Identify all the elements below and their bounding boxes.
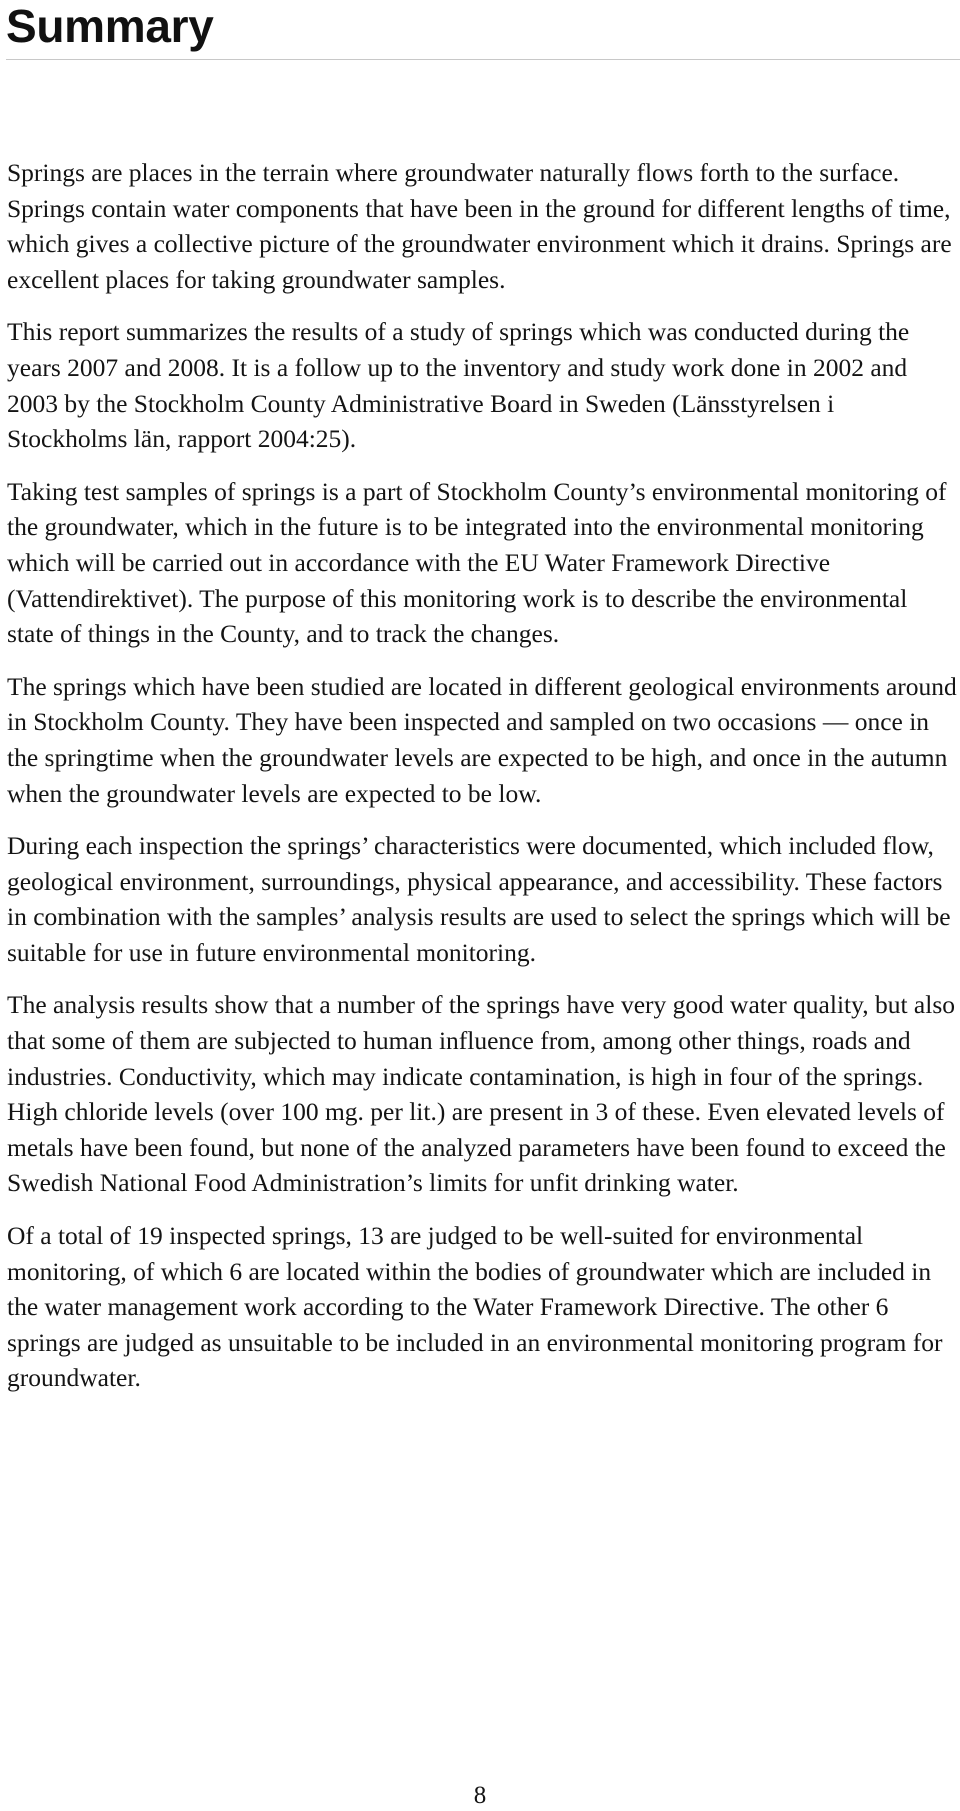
page-title: Summary <box>6 0 214 52</box>
summary-body <box>7 155 957 1413</box>
paragraph-monitoring-purpose: Taking test samples of springs is a part of Stockholm County’s environmental monitoring of the groundwater, which in the future is to be integrated into the environmental monitoring which will be carried out in accordance with the EU Water Framework Directive (Vattendirektivet). The purpose of this monitoring work is to describe the environmental state of things in the County, and to track the changes. <box>7 476 947 649</box>
paragraph-sampling-occasions: The springs which have been studied are located in different geological environments around in Stockholm County. They have been inspected and sampled on two occasions — once in the springtime when the groundwater levels are expected to be high, and once in the autumn when the groundwater levels are expected to be low. <box>7 671 957 808</box>
heading-divider <box>6 59 960 60</box>
paragraph-analysis-results: The analysis results show that a number of the springs have very good water quality, but also that some of them are subjected to human influence from, among other things, roads and industries. Conductivity, which may indicate contamination, is high in four of the springs. High chloride levels (over 100 mg. per lit.) are present in 3 of these. Even elevated levels of metals have been found, but none of the analyzed parameters have been found to exceed the Swedish National Food Administration’s limits for unfit drinking water. <box>7 990 956 1198</box>
paragraph-inspection-characteristics: During each inspection the springs’ characteristics were documented, which included flow, geological environment, surroundings, physical appearance, and accessibility. These factors in combination with the samples’ analysis results are used to select the springs which will be suitable for use in future environmental monitoring. <box>7 831 951 967</box>
paragraph-springs-intro: Springs are places in the terrain where groundwater naturally flows forth to the surface. Springs contain water components that have been in the ground for different lengths of time, which gives a collective picture of the groundwater environment which it drains. Springs are excellent places for taking groundwater samples. <box>7 158 952 294</box>
paragraph-report-scope: This report summarizes the results of a study of springs which was conducted during the years 2007 and 2008. It is a follow up to the inventory and study work done in 2002 and 2003 by the Stockholm County Administrative Board in Sweden (Länsstyrelsen i Stockholms län, rapport 2004:25). <box>7 317 910 454</box>
page-number: 8 <box>473 1782 487 1809</box>
paragraph-conclusion: Of a total of 19 inspected springs, 13 are judged to be well-suited for environmental monitoring, of which 6 are located within the bodies of groundwater which are included in the water management work according to the Water Framework Directive. The other 6 springs are judged as unsuitable to be included in an environmental monitoring program for groundwater. <box>7 1221 943 1393</box>
